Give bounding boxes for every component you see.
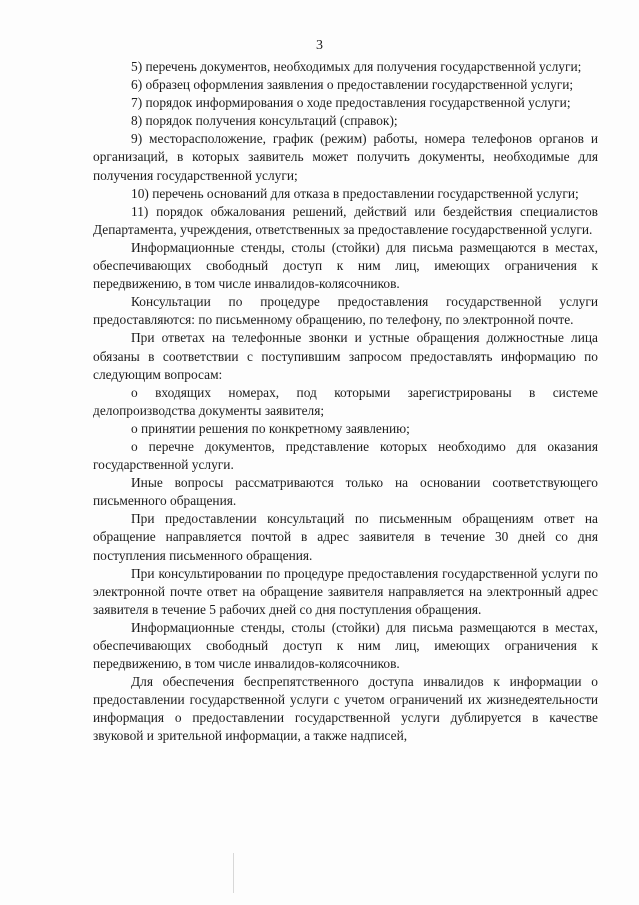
paragraph: 8) порядок получения консультаций (справок); bbox=[131, 113, 398, 129]
document-body bbox=[93, 58, 598, 746]
paragraph: Консультации по процедуре предоставления государственной услуги предоставляются: по письменному обращению, по телефону, по электронной почте. bbox=[93, 294, 598, 328]
paragraph: о перечне документов, представление которых необходимо для оказания государственной услуги. bbox=[93, 438, 598, 473]
paragraph: При ответах на телефонные звонки и устные обращения должностные лица обязаны в соответствии с поступившим запросом предоставлять информацию по следующим вопросам: bbox=[93, 330, 598, 382]
paragraph: 9) месторасположение, график (режим) работы, номера телефонов органов и организаций, в которых заявитель может получить документы, необходимые для получения государственной услуги; bbox=[93, 131, 598, 183]
paragraph: При предоставлении консультаций по письменным обращениям ответ на обращение направляется почтой в адрес заявителя в течение 30 дней со дня поступления письменного обращения. bbox=[93, 511, 598, 563]
page-number: 3 bbox=[316, 38, 323, 53]
paragraph: 7) порядок информирования о ходе предоставления государственной услуги; bbox=[131, 95, 571, 111]
scan-artifact-line bbox=[233, 853, 234, 893]
paragraph: При консультировании по процедуре предоставления государственной услуги по электронной почте ответ на обращение заявителя направляется на электронный адрес заявителя в течение 5 рабочих дней со дня поступления обращения. bbox=[93, 565, 598, 617]
paragraph: о входящих номерах, под которыми зарегистрированы в системе делопроизводства документы заявителя; bbox=[93, 384, 598, 418]
paragraph: 11) порядок обжалования решений, действий или бездействия специалистов Департамента, учреждения, ответственных за предоставление государственной услуги. bbox=[93, 203, 598, 237]
paragraph: Информационные стенды, столы (стойки) для письма размещаются в местах, обеспечивающих свободный доступ к ним лиц, имеющих ограничения к передвижению, в том числе инвалидов-колясочников. bbox=[93, 619, 598, 672]
paragraph: 6) образец оформления заявления о предоставлении государственной услуги; bbox=[131, 77, 574, 93]
paragraph: 5) перечень документов, необходимых для получения государственной услуги; bbox=[131, 59, 582, 74]
paragraph: о принятии решения по конкретному заявлению; bbox=[131, 420, 410, 436]
paragraph: Для обеспечения беспрепятственного доступа инвалидов к информации о предоставлении государственной услуги с учетом ограничений их жизнедеятельности информация о предоставлении государственной услуги дублируется в качестве звуковой и зрительной информации, а также надписей, bbox=[93, 674, 598, 744]
paragraph: Информационные стенды, столы (стойки) для письма размещаются в местах, обеспечивающих свободный доступ к ним лиц, имеющих ограничения к передвижению, в том числе инвалидов-колясочников. bbox=[93, 239, 598, 292]
paragraph: Иные вопросы рассматриваются только на основании соответствующего письменного обращения. bbox=[93, 475, 598, 509]
paragraph: 10) перечень оснований для отказа в предоставлении государственной услуги; bbox=[131, 185, 579, 201]
